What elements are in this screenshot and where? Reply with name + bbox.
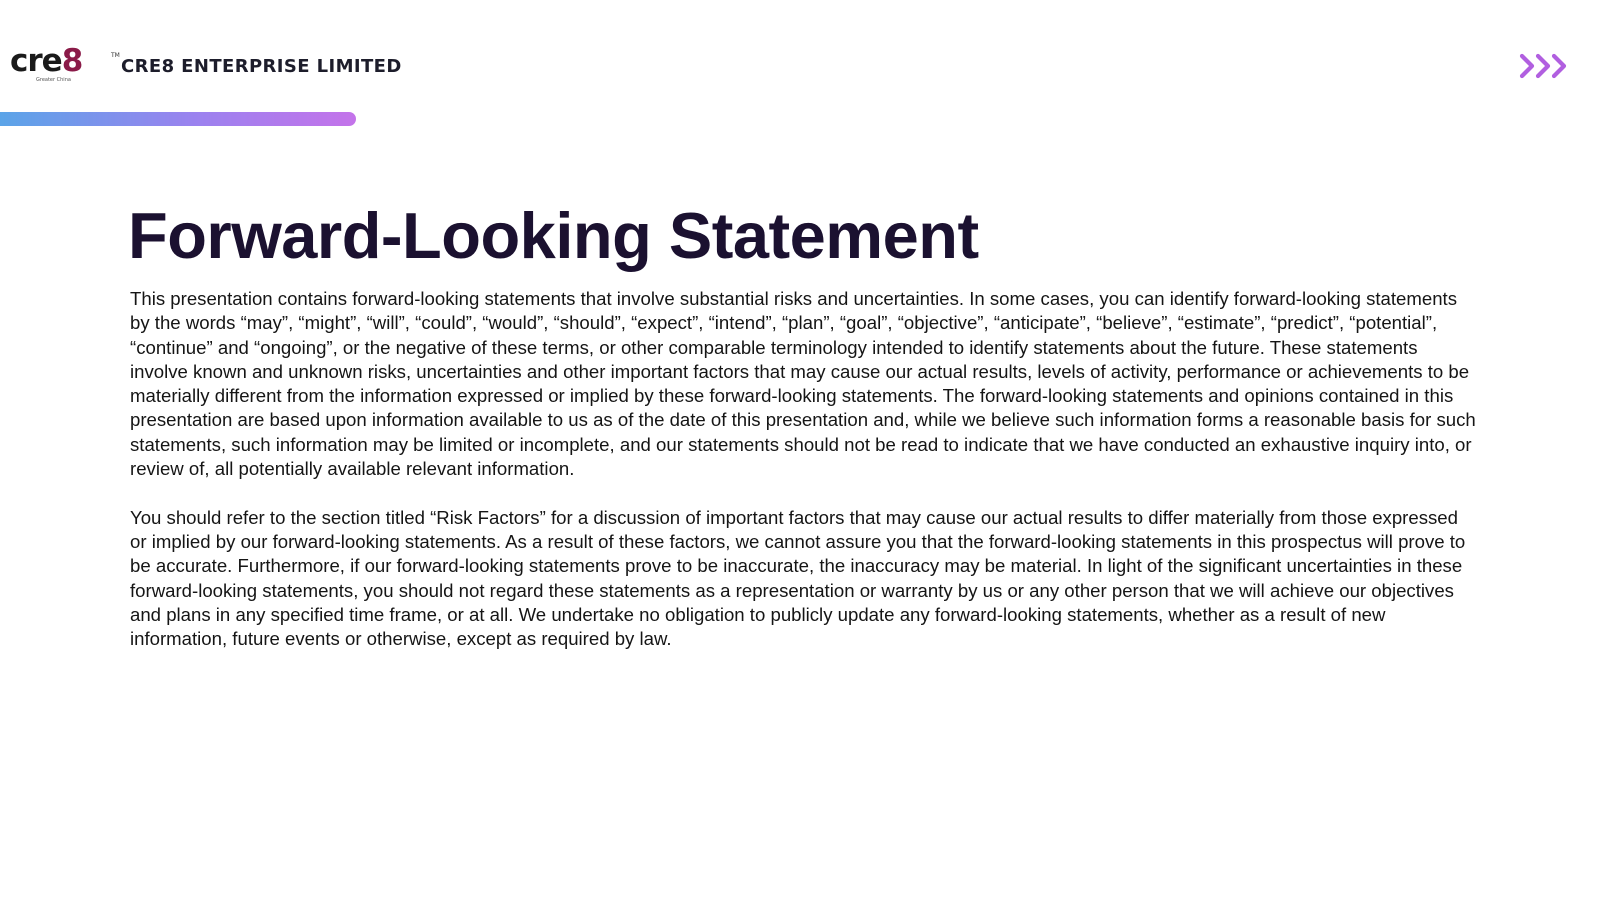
statement-paragraph-1: This presentation contains forward-looking statements that involve substantial risks and uncertainties. In some cases, you can identify forward-looking statements by the words “may”, “might”, “will”, “could”, “would”, “should”, “expect”, “intend”, “plan”, “goal”, “objective”, “anticipate”, “believe”, “estimate”, “predict”, “potential”, “continue” and “ongoing”, or the negative of these terms, or other comparable terminology intended to identify statements about the future. These statements involve known and unknown risks, uncertainties and other important factors that may cause our actual results, levels of activity, performance or achievements to be materially different from the information expressed or implied by these forward-looking statements. The forward-looking statements and opinions contained in this presentation are based upon information available to us as of the date of this presentation and, while we believe such information forms a reasonable basis for such statements, such information may be limited or incomplete, and our statements should not be read to indicate that we have conducted an exhaustive inquiry into, or review of, all potentially available relevant information. — [130, 288, 1476, 480]
logo-tagline: Greater China — [36, 77, 71, 83]
company-name: CRE8 ENTERPRISE LIMITED — [121, 56, 402, 77]
header-accent-bar — [0, 112, 356, 126]
statement-paragraph-2: You should refer to the section titled “Risk Factors” for a discussion of important factors that may cause our actual results to differ materially from those expressed or implied by our forward-looking statements. As a result of these factors, we cannot assure you that the forward-looking statements in this prospectus will prove to be accurate. Furthermore, if our forward-looking statements prove to be inaccurate, the inaccuracy may be material. In light of the significant uncertainties in these forward-looking statements, you should not regard these statements as a representation or warranty by us or any other person that we will achieve our objectives and plans in any specified time frame, or at all. We undertake no obligation to publicly update any forward-looking statements, whether as a result of new information, future events or otherwise, except as required by law. — [130, 506, 1466, 650]
triple-chevron-right-icon — [1518, 52, 1570, 80]
slide-title: Forward-Looking Statement — [128, 199, 979, 272]
logo-word-accent: 8 — [61, 43, 83, 79]
logo-trademark: TM — [111, 52, 120, 59]
cre8-logo — [10, 43, 120, 86]
logo-word-main: cre — [10, 43, 62, 79]
slide-header — [0, 0, 1600, 130]
statement-body — [130, 287, 1478, 676]
logo-wordmark — [10, 42, 82, 80]
